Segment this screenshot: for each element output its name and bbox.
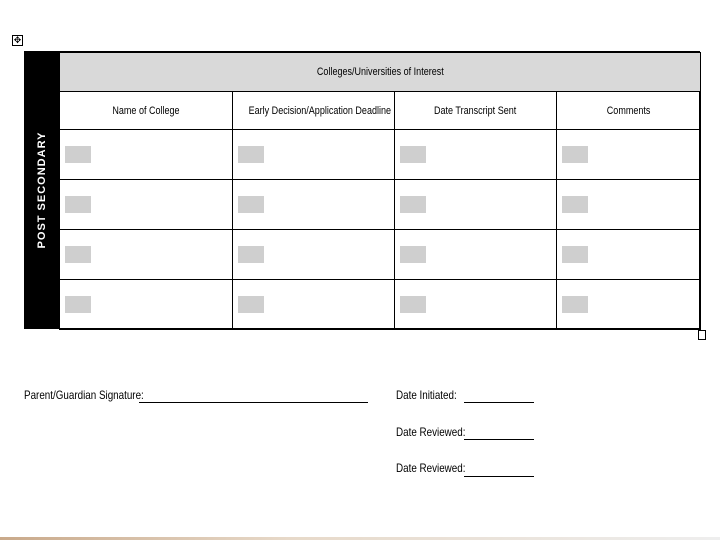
table-row [60,230,701,280]
cell-transcript [395,230,557,280]
cell-comments [557,180,701,230]
date-initiated-label: Date Initiated: [396,388,457,402]
table-resize-handle-icon[interactable] [698,330,706,340]
cell-name [60,230,233,280]
side-band [25,52,59,328]
table-row [60,180,701,230]
column-header-row [60,92,701,130]
cell-comments [557,230,701,280]
deadline-field[interactable] [238,246,264,263]
date-reviewed-line-1[interactable] [464,439,534,440]
date-reviewed-line-2[interactable] [464,476,534,477]
date-initiated-line[interactable] [464,402,534,403]
date-reviewed-label-2: Date Reviewed: [396,461,466,475]
cell-comments [557,130,701,180]
name-field[interactable] [65,146,91,163]
deadline-field[interactable] [238,196,264,213]
column-header-transcript: Date Transcript Sent [395,92,557,130]
table-title: Colleges/Universities of Interest [60,53,701,92]
comments-field[interactable] [562,146,588,163]
parent-signature-label: Parent/Guardian Signature: [24,388,144,402]
cell-name [60,280,233,330]
post-secondary-form [24,51,700,329]
name-field[interactable] [65,196,91,213]
deadline-field[interactable] [238,146,264,163]
column-header-comments: Comments [557,92,701,130]
table-title-row [60,53,701,92]
deadline-field[interactable] [238,296,264,313]
column-header-name: Name of College [60,92,233,130]
cell-transcript [395,130,557,180]
cell-transcript [395,280,557,330]
colleges-table [59,52,701,330]
table-row [60,130,701,180]
table-row [60,280,701,330]
cell-deadline [233,180,395,230]
comments-field[interactable] [562,246,588,263]
name-field[interactable] [65,296,91,313]
name-field[interactable] [65,246,91,263]
comments-field[interactable] [562,296,588,313]
transcript-date-field[interactable] [400,196,426,213]
cell-deadline [233,230,395,280]
cell-deadline [233,280,395,330]
transcript-date-field[interactable] [400,296,426,313]
column-header-deadline: Early Decision/Application Deadline [233,92,395,130]
cell-comments [557,280,701,330]
table-move-handle-icon[interactable]: ✥ [13,35,22,45]
cell-deadline [233,130,395,180]
parent-signature-line[interactable] [139,402,368,403]
cell-name [60,180,233,230]
transcript-date-field[interactable] [400,246,426,263]
transcript-date-field[interactable] [400,146,426,163]
date-reviewed-label-1: Date Reviewed: [396,425,466,439]
side-label: POST SECONDARY [36,131,48,249]
cell-name [60,130,233,180]
cell-transcript [395,180,557,230]
comments-field[interactable] [562,196,588,213]
